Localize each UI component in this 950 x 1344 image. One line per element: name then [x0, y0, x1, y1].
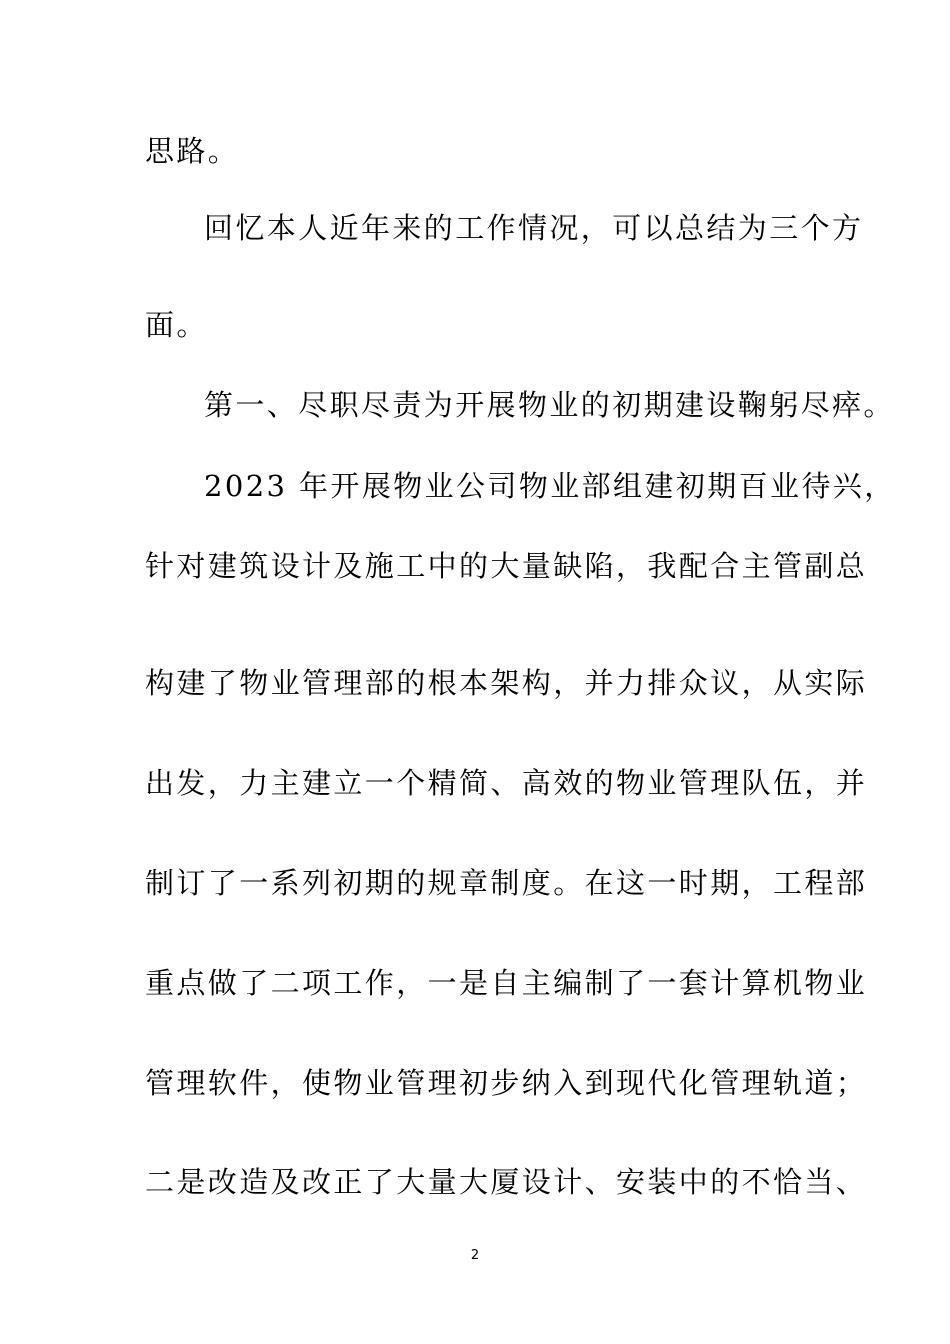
text-line: 构建了物业管理部的根本架构，并力排众议，从实际	[145, 666, 868, 700]
text-line: 针对建筑设计及施工中的大量缺陷，我配合主管副总	[145, 549, 868, 583]
page-number: 2	[470, 1248, 480, 1263]
text-line: 面。	[145, 308, 208, 342]
section-heading: 第一、尽职尽责为开展物业的初期建设鞠躬尽瘁。	[204, 388, 895, 422]
text-line: 回忆本人近年来的工作情况，可以总结为三个方	[204, 211, 864, 245]
text-line: 思路。	[145, 134, 240, 168]
text-line: 出发，力主建立一个精简、高效的物业管理队伍，并	[145, 766, 868, 800]
text-line: 2023 年开展物业公司物业部组建初期百业待兴，	[204, 469, 896, 503]
text-line: 重点做了二项工作，一是自主编制了一套计算机物业	[145, 966, 868, 1000]
text-line: 二是改造及改正了大量大厦设计、安装中的不恰当、	[145, 1165, 868, 1199]
text-line: 管理软件，使物业管理初步纳入到现代化管理轨道；	[145, 1066, 868, 1100]
text-line: 制订了一系列初期的规章制度。在这一时期，工程部	[145, 866, 868, 900]
